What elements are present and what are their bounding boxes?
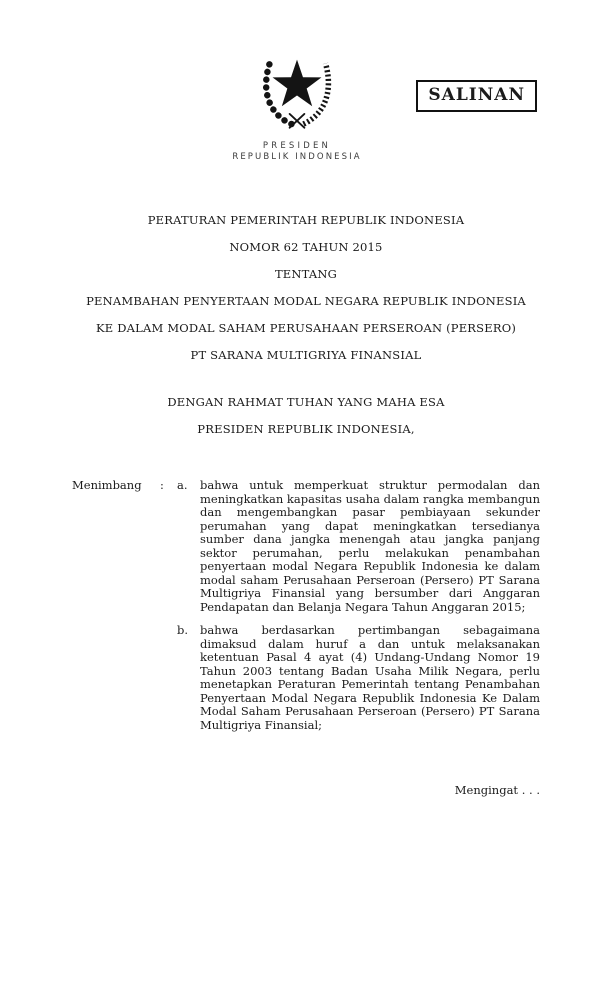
considering-item-a (177, 479, 540, 614)
considering-label: Menimbang (72, 478, 142, 492)
authority-line: PRESIDEN REPUBLIK INDONESIA, (197, 422, 415, 436)
considering-item-b (177, 624, 540, 732)
letterhead-presiden: PRESIDEN (262, 141, 332, 151)
item-marker: b. (177, 623, 189, 637)
regulation-subject-line-1: PENAMBAHAN PENYERTAAN MODAL NEGARA REPUBLIK INDONESIA (86, 294, 526, 308)
regulation-number: NOMOR 62 TAHUN 2015 (229, 240, 383, 254)
letterhead-republik-indonesia: REPUBLIK INDONESIA (232, 152, 362, 162)
invocation-line: DENGAN RAHMAT TUHAN YANG MAHA ESA (167, 395, 445, 409)
considering-items (177, 479, 540, 732)
regulation-title-block (72, 207, 540, 369)
letterhead-text (232, 141, 361, 163)
regulation-subject-line-3: PT SARANA MULTIGRIYA FINANSIAL (190, 348, 422, 362)
regulation-subject-line-2: KE DALAM MODAL SAHAM PERUSAHAAN PERSEROAN (PERSERO) (95, 321, 517, 335)
salinan-stamp: SALINAN (416, 80, 537, 112)
preamble-block (72, 389, 540, 443)
item-text: bahwa untuk memperkuat struktur permodalan dan meningkatkan kapasitas usaha dalam rangka membangun dan mengembangkan pasar pembiayaan sekunder perumahan yang dapat meningkatkan tersedianya sumber dana jangka menengah atau jangka panjang sektor perumahan, perlu melakukan penambahan penyertaan modal Negara Republik Indonesia ke dalam modal saham Perusahaan Perseroan (Persero) PT Sarana Multigriya Finansial yang bersumber dari Anggaran Pendapatan dan Belanja Negara Tahun Anggaran 2015; (200, 478, 540, 614)
item-marker: a. (177, 478, 188, 492)
star-icon (273, 60, 322, 107)
considering-section (72, 479, 540, 732)
tentang-label: TENTANG (274, 267, 338, 281)
document-body (72, 207, 540, 798)
presidential-star-wreath-emblem-icon (251, 44, 343, 136)
item-text: bahwa berdasarkan pertimbangan sebagaimana dimaksud dalam huruf a dan untuk melaksanakan ketentuan Pasal 4 ayat (4) Undang-Undang Nomor 19 Tahun 2003 tentang Badan Usaha Milik Negara, perlu menetapkan Peraturan Pemerintah tentang Penambahan Penyertaan Modal Negara Republik Indonesia Ke Dalam Modal Saham Perusahaan Perseroan (Persero) PT Sarana Multigriya Finansial; (200, 623, 540, 732)
mengingat-catchword: Mengingat . . . (454, 783, 540, 797)
considering-separator: : (160, 478, 164, 492)
regulation-title-line-1: PERATURAN PEMERINTAH REPUBLIK INDONESIA (147, 213, 465, 227)
